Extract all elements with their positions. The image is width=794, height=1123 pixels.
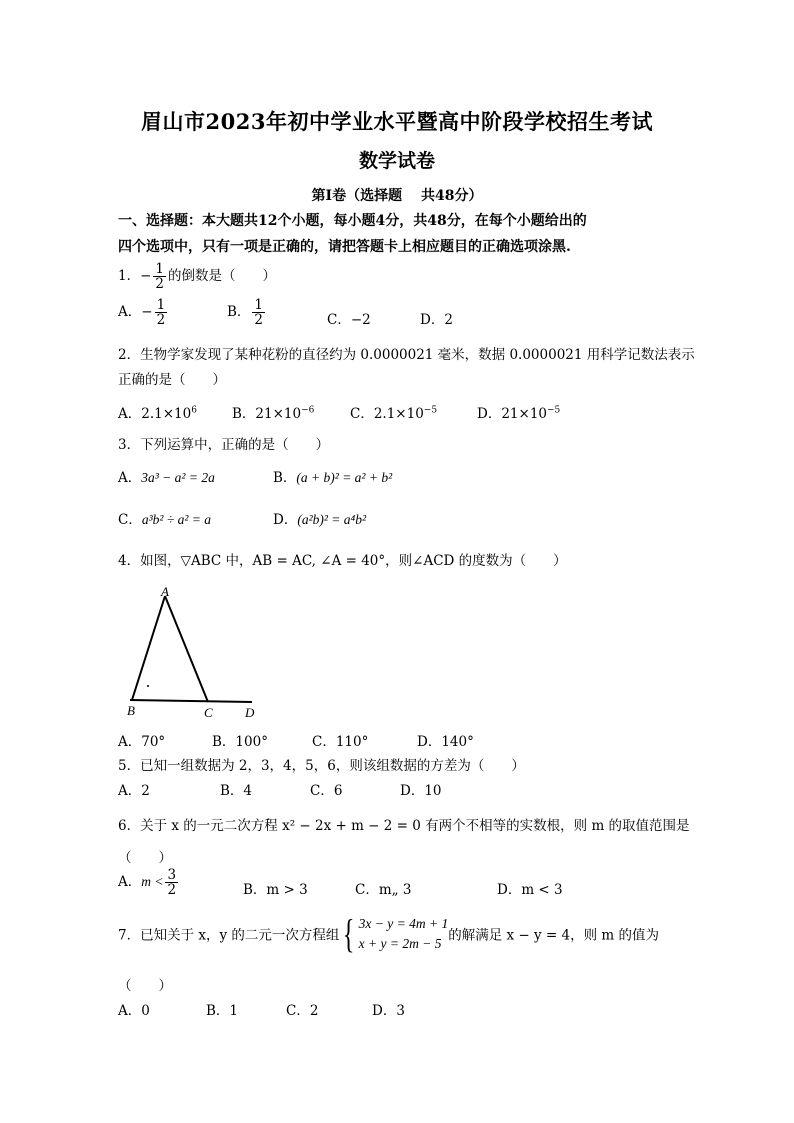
- q6-option-b[interactable]: B．m > 3: [243, 882, 308, 898]
- question-7: [118, 910, 659, 957]
- q4-option-a[interactable]: A．70°: [118, 734, 166, 750]
- question-4: 4．如图，▽ABC 中，AB = AC, ∠A = 40°，则∠ACD 的度数为（ ）: [118, 553, 567, 569]
- exam-subtitle: 数学试卷: [358, 150, 435, 172]
- equation-system: 3x − y = 4m + 1 x + y = 2m − 5: [358, 915, 449, 951]
- q2-option-c[interactable]: C．$2.1\times 10^{-5}$: [350, 405, 438, 422]
- q3-option-a[interactable]: A．3a³ − a² = 2a: [118, 470, 215, 486]
- q7-prefix: 7．已知关于 x，y 的二元一次方程组: [118, 927, 340, 944]
- q1-fraction: $\frac{1}{2}$: [155, 261, 164, 293]
- part-heading: 第Ⅰ卷（选择题 共48分）: [311, 188, 483, 204]
- q5-option-a[interactable]: A．2: [118, 783, 150, 799]
- label-b: B: [127, 703, 135, 718]
- q1-option-c[interactable]: C．−2: [327, 312, 371, 328]
- q1-option-b[interactable]: B． $\frac{1}{2}$: [227, 297, 264, 329]
- q2-option-d[interactable]: D．$21\times 10^{-5}$: [477, 405, 561, 422]
- side-ac: [165, 596, 208, 702]
- question-7-line2: （ ）: [118, 978, 172, 994]
- q5-option-b[interactable]: B．4: [220, 783, 253, 799]
- q1-prefix: 1．−: [118, 268, 152, 285]
- exam-title: 眉山市2023年初中学业水平暨高中阶段学校招生考试: [141, 109, 653, 134]
- question-3: 3．下列运算中，正确的是（ ）: [118, 437, 330, 453]
- q7-suffix: 的解满足 x − y = 4，则 m 的值为: [448, 927, 659, 944]
- q7-option-a[interactable]: A．0: [118, 1003, 150, 1019]
- question-5: 5．已知一组数据为 2，3，4，5，6，则该组数据的方差为（ ）: [118, 758, 525, 774]
- section-instructions-line1: 一、选择题：本大题共12个小题，每小题4分，共48分，在每个小题给出的: [118, 213, 587, 229]
- line-bd: [130, 700, 252, 702]
- q4-option-d[interactable]: D．140°: [417, 734, 474, 750]
- q7-option-c[interactable]: C．2: [286, 1003, 319, 1019]
- question-6-line2: （ ）: [118, 850, 172, 866]
- q2-option-a[interactable]: A．$2.1\times 10^6$: [118, 405, 197, 422]
- q7-option-d[interactable]: D．3: [372, 1003, 405, 1019]
- q1-option-a[interactable]: A．− $\frac{1}{2}$: [118, 297, 166, 329]
- q1-option-d[interactable]: D．2: [420, 312, 453, 328]
- brace-icon: {: [343, 911, 355, 956]
- section-instructions-line2: 四个选项中，只有一项是正确的，请把答题卡上相应题目的正确选项涂黑.: [118, 239, 571, 255]
- label-d: D: [245, 705, 255, 720]
- q6-option-c[interactable]: C．m„ 3: [355, 882, 412, 898]
- question-2-line2: 正确的是（ ）: [118, 372, 226, 388]
- q4-option-c[interactable]: C．110°: [312, 734, 369, 750]
- q4-option-b[interactable]: B．100°: [212, 734, 268, 750]
- figure-dot: [147, 685, 149, 687]
- label-c: C: [204, 705, 213, 720]
- q1-suffix: 的倒数是（ ）: [168, 268, 276, 285]
- q6-option-a[interactable]: A．m < $\frac{3}{2}$: [118, 867, 177, 899]
- question-1: [118, 262, 276, 291]
- q2-option-b[interactable]: B．$21\times 10^{-6}$: [232, 405, 315, 422]
- q7-option-b[interactable]: B．1: [206, 1003, 239, 1019]
- q5-option-c[interactable]: C．6: [310, 783, 343, 799]
- label-a: A: [161, 584, 169, 599]
- q3-option-c[interactable]: C．a³b² ÷ a² = a: [118, 512, 212, 528]
- q3-option-d[interactable]: D．(a²b)² = a⁴b²: [273, 512, 367, 528]
- question-2-line1: 2．生物学家发现了某种花粉的直径约为 0.0000021 毫米，数据 0.0000021 用科学记数法表示: [118, 347, 695, 363]
- question-6-line1: 6．关于 x 的一元二次方程 x² − 2x + m − 2 = 0 有两个不相等的实数根，则 m 的取值范围是: [118, 818, 690, 834]
- q5-option-d[interactable]: D．10: [400, 783, 442, 799]
- side-ab: [132, 596, 165, 700]
- q3-option-b[interactable]: B．(a + b)² = a² + b²: [273, 470, 393, 486]
- q6-option-d[interactable]: D．m < 3: [497, 882, 563, 898]
- triangle-figure: [118, 584, 268, 720]
